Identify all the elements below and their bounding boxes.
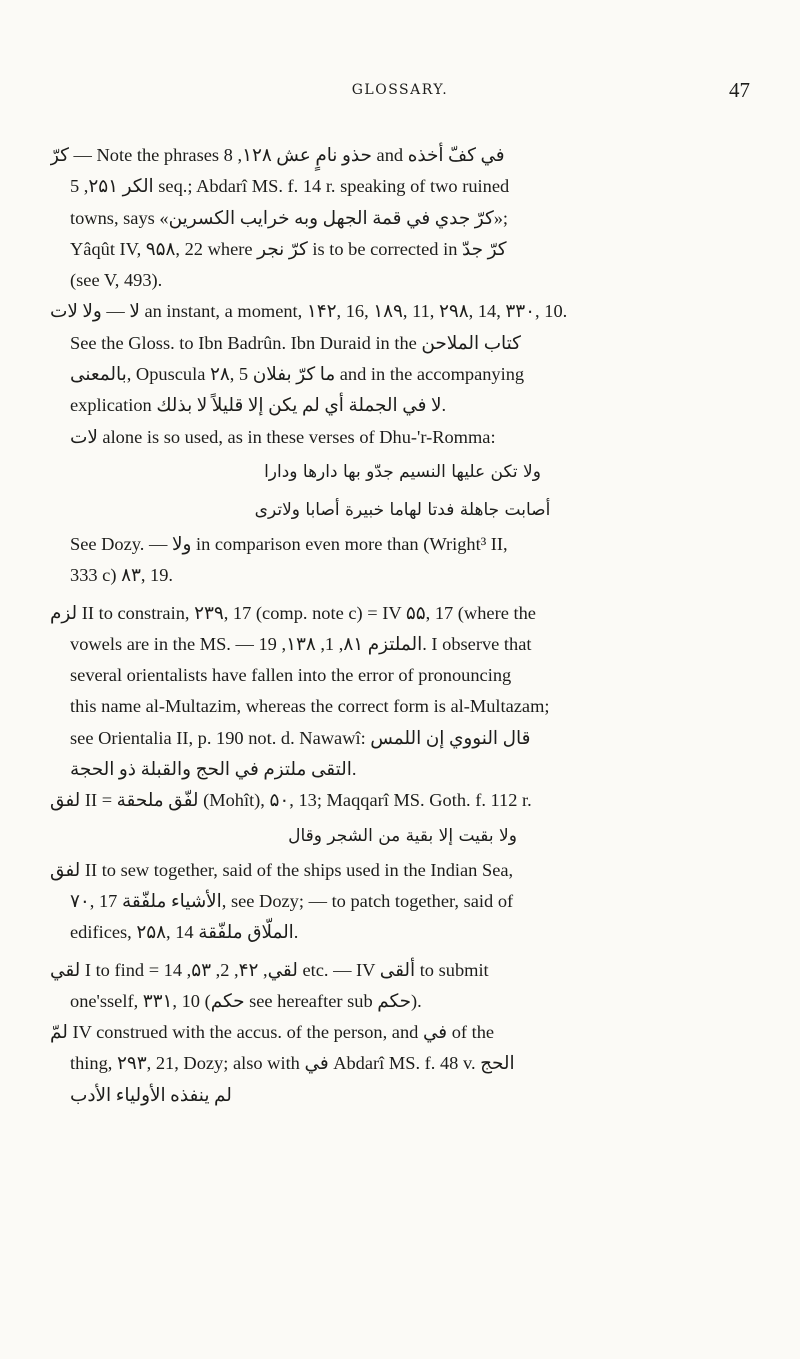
- running-head: [0, 78, 800, 108]
- text-line: التقى ملتزم في الحج والقبلة ذو الحجة.: [70, 759, 357, 780]
- text-line: towns, says «كرّ جدي في قمة الجهل وبه خرايب الكسرين»;: [70, 207, 509, 228]
- text-line: الكر ۲۵۱, 5 seq.; Abdarî MS. f. 14 r. speaking of two ruined: [70, 176, 510, 197]
- text-line: لفق II to sew together, said of the ships used in the Indian Sea,: [50, 859, 514, 880]
- page-number: 47: [729, 78, 750, 102]
- page-header-title: GLOSSARY.: [351, 82, 449, 98]
- text-line: لفق II = لفّق ملحقة (Mohît), ۵۰, 13; Maqqarî MS. Goth. f. 112 r.: [50, 790, 532, 811]
- text-line: كرّ — Note the phrases حذو نامٍ عش ۱۲۸, 8 and في كفّ أخذه: [50, 145, 505, 165]
- text-line: See the Gloss. to Ibn Badrûn. Ibn Duraid in the كتاب الملاحن: [70, 332, 521, 353]
- verse-line: أصابت جاهلة فدتا لهاما خبيرة أصابا ولاترى: [254, 499, 551, 520]
- text-line: thing, ۲۹۳, 21, Dozy; also with في Abdarî MS. f. 48 v. الحج: [70, 1053, 515, 1074]
- text-line: لزم II to constrain, ۲۳۹, 17 (comp. note c) = IV ۵۵, 17 (where the: [50, 602, 536, 623]
- text-line: edifices, ۲۵۸, 14 الملّاق ملفّقة.: [70, 922, 299, 943]
- text-line: one'sself, ۳۳۱, 10 (حكم see hereafter sub حكم).: [70, 990, 422, 1011]
- text-line: لات alone is so used, as in these verses of Dhu-'r-Romma:: [70, 426, 496, 447]
- text-line: لم ينفذه الأولياء الأدب: [70, 1084, 232, 1105]
- text-line: بالمعنى, Opuscula ۲۸, 5 ما كرّ بفلان and in the accompanying: [70, 364, 525, 385]
- text-line: ۷۰, 17 الأشياء ملفّقة, see Dozy; — to patch together, said of: [70, 890, 514, 911]
- text-line: 333 c) ۸۳, 19.: [70, 565, 174, 586]
- glossary-entries: [50, 140, 755, 1111]
- text-line: Yâqût IV, ۹۵۸, 22 where كرّ نجر is to be corrected in كرّ جدّ: [70, 238, 507, 259]
- text-line: لا — ولا لات an instant, a moment, ۱۴۲, 16, ۱۸۹, 11, ۲۹۸, 14, ۳۳۰, 10.: [50, 301, 568, 322]
- text-line: (see V, 493).: [70, 270, 163, 291]
- text-line: لمّ IV construed with the accus. of the person, and في of the: [50, 1022, 495, 1043]
- text-line: لقي I to find = لقي, ۴۲, 2, ۵۳, 14 etc. — IV ألقى to submit: [50, 959, 489, 980]
- text-line: explication لا في الجملة أي لم يكن إلا قليلاً لا بذلك.: [70, 395, 447, 416]
- text-line: vowels are in the MS. — الملتزم ۸۱, 1, ۱۳۸, 19. I observe that: [70, 633, 532, 654]
- verse-line: ولا بقيت إلا بقية من الشجر وقال: [288, 825, 517, 846]
- text-line: see Orientalia II, p. 190 not. d. Nawawî: قال النووي إن اللمس: [70, 727, 531, 748]
- text-line: See Dozy. — ولا in comparison even more than (Wright³ II,: [70, 533, 508, 554]
- text-line: several orientalists have fallen into the error of pronouncing: [70, 665, 512, 686]
- text-line: this name al-Multazim, whereas the correct form is al-Multazam;: [70, 696, 550, 717]
- verse-line: ولا تكن عليها النسيم جدّو بها دارها ودارا: [264, 461, 541, 482]
